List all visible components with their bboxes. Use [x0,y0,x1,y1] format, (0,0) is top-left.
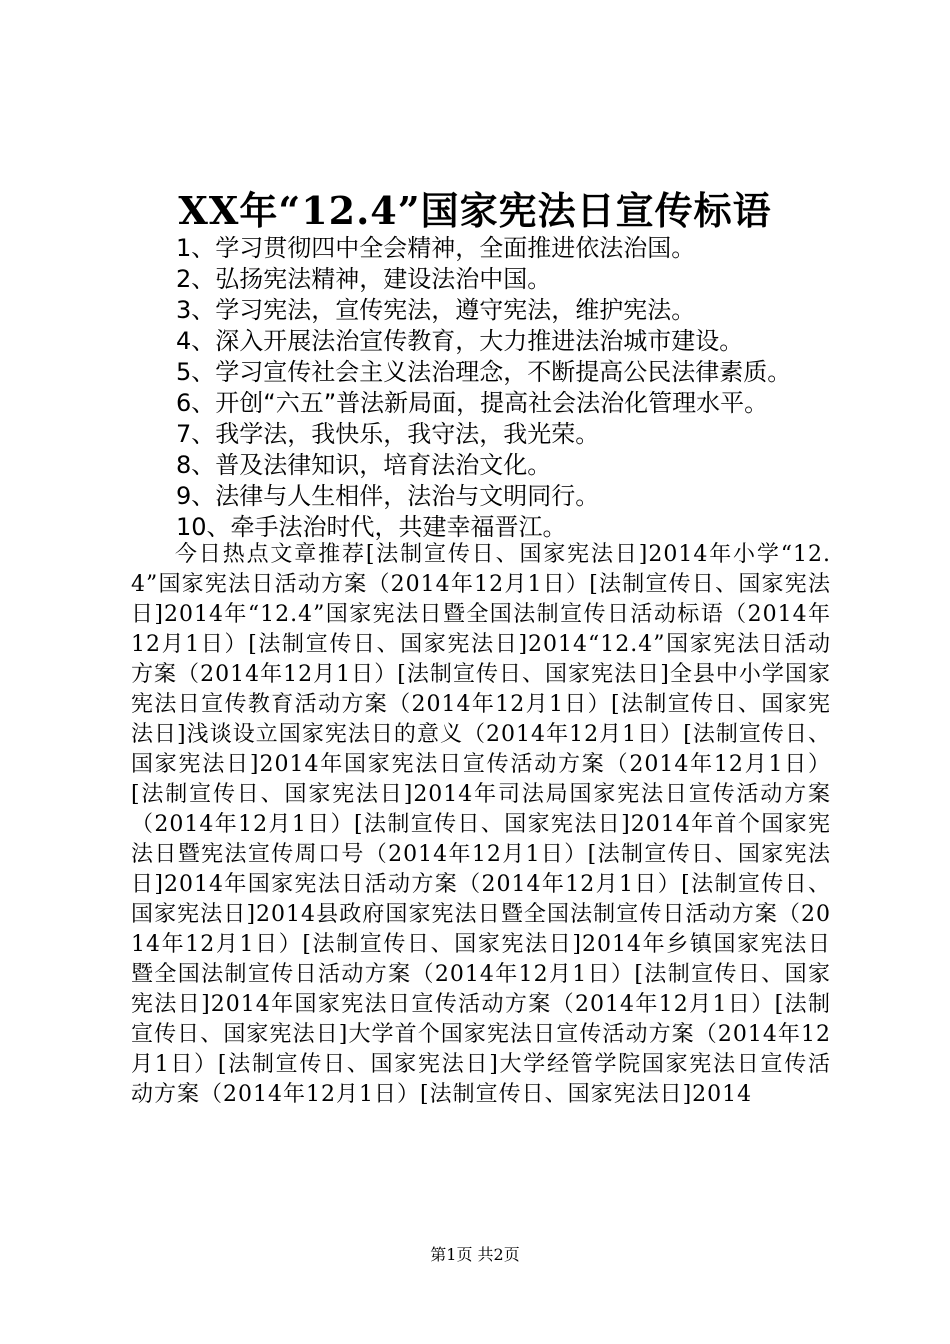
page-footer: 第1页 共2页 [430,1245,520,1264]
slogan-item: 8、普及法律知识，培育法治文化。 [176,451,552,479]
slogan-item: 5、学习宣传社会主义法治理念，不断提高公民法律素质。 [176,358,792,386]
document-title: XX年“12.4”国家宪法日宣传标语 [178,188,772,233]
slogan-item: 4、深入开展法治宣传教育，大力推进法治城市建设。 [176,327,744,355]
slogan-item: 3、学习宪法，宣传宪法，遵守宪法，维护宪法。 [176,296,696,324]
slogan-item: 1、学习贯彻四中全会精神，全面推进依法治国。 [176,234,696,262]
slogan-item: 7、我学法，我快乐，我守法，我光荣。 [176,420,600,448]
related-articles-paragraph: 今日热点文章推荐[法制宣传日、国家宪法日]2014年小学“12.4”国家宪法日活动方案（2014年12月1日）[法制宣传日、国家宪法日]2014年“12.4”国家宪法日暨全国法制宣传日活动标语（2014年12月1日）[法制宣传日、国家宪法日]2014“12.4”国家宪法日活动方案（2014年12月1日）[法制宣传日、国家宪法日]全县中小学国家宪法日宣传教育活动方案（2014年12月1日）[法制宣传日、国家宪法日]浅谈设立国家宪法日的意义（2014年12月1日）[法制宣传日、国家宪法日]2014年国家宪法日宣传活动方案（2014年12月1日）[法制宣传日、国家宪法日]2014年司法局国家宪法日宣传活动方案（2014年12月1日）[法制宣传日、国家宪法日]2014年首个国家宪法日暨宪法宣传周口号（2014年12月1日）[法制宣传日、国家宪法日]2014年国家宪法日活动方案（2014年12月1日）[法制宣传日、国家宪法日]2014县政府国家宪法日暨全国法制宣传日活动方案（2014年12月1日）[法制宣传日、国家宪法日]2014年乡镇国家宪法日暨全国法制宣传日活动方案（2014年12月1日）[法制宣传日、国家宪法日]2014年国家宪法日宣传活动方案（2014年12月1日）[法制宣传日、国家宪法日]大学首个国家宪法日宣传活动方案（2014年12月1日）[法制宣传日、国家宪法日]大学经管学院国家宪法日宣传活动方案（2014年12月1日）[法制宣传日、国家宪法日]2014 [131,542,831,1107]
slogan-item: 10、牵手法治时代，共建幸福晋江。 [176,513,567,541]
slogan-item: 6、开创“六五”普法新局面，提高社会法治化管理水平。 [176,389,769,417]
slogan-item: 9、法律与人生相伴，法治与文明同行。 [176,482,600,510]
slogan-item: 2、弘扬宪法精神，建设法治中国。 [176,265,552,293]
slogan-list [176,233,791,543]
